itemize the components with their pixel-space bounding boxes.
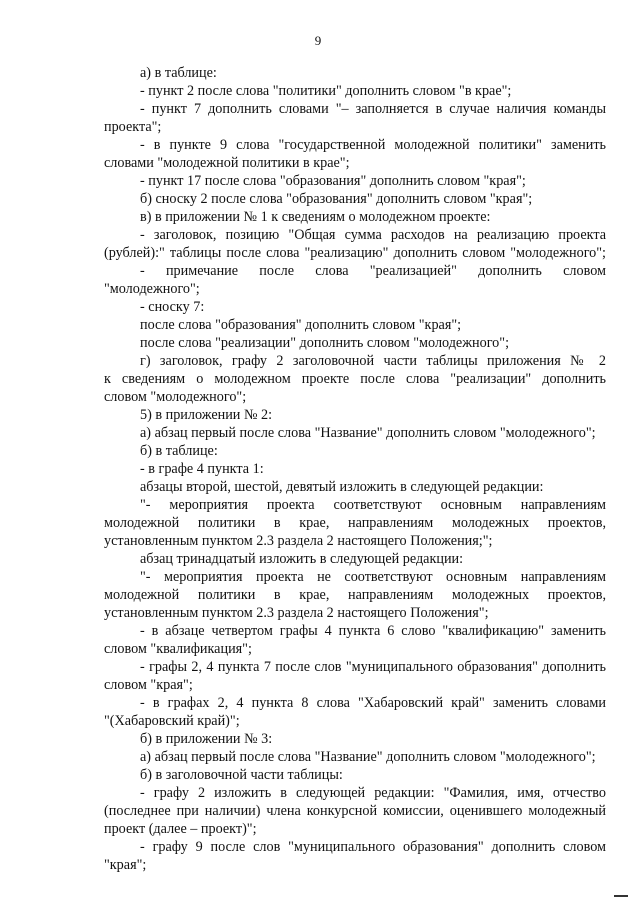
text-line: - сноску 7: bbox=[140, 299, 205, 315]
text-line: б) в таблице: bbox=[140, 443, 218, 459]
text-line: молодежной политики в крае, направлениям молодежных проектов, bbox=[104, 587, 606, 603]
text-line: "- мероприятия проекта соответствуют основным направлениям bbox=[140, 497, 606, 513]
text-line: - пункт 7 дополнить словами "– заполняется в случае наличия команды bbox=[140, 101, 606, 117]
text-line: "края"; bbox=[104, 857, 147, 873]
text-line: - заголовок, позицию "Общая сумма расходов на реализацию проекта bbox=[140, 227, 606, 243]
text-line: установленным пунктом 2.3 раздела 2 настоящего Положения"; bbox=[104, 605, 489, 621]
text-line: - пункт 17 после слова "образования" дополнить словом "края"; bbox=[140, 173, 526, 189]
text-line: словом "квалификация"; bbox=[104, 641, 252, 657]
text-line: словами "молодежной политики в крае"; bbox=[104, 155, 350, 171]
text-line: словом "молодежного"; bbox=[104, 389, 247, 405]
document-body bbox=[104, 64, 606, 874]
text-line: - графу 9 после слов "муниципального образования" дополнить словом bbox=[140, 839, 606, 855]
text-line: - примечание после слова "реализацией" дополнить словом bbox=[140, 263, 606, 279]
text-line: б) сноску 2 после слова "образования" дополнить словом "края"; bbox=[140, 191, 533, 207]
text-line: б) в приложении № 3: bbox=[140, 731, 273, 747]
text-line: - графы 2, 4 пункта 7 после слов "муниципального образования" дополнить bbox=[140, 659, 606, 675]
text-line: после слова "образования" дополнить словом "края"; bbox=[140, 317, 462, 333]
text-line: после слова "реализации" дополнить словом "молодежного"; bbox=[140, 335, 510, 351]
text-line: - в графе 4 пункта 1: bbox=[140, 461, 264, 477]
text-line: а) абзац первый после слова "Название" дополнить словом "молодежного"; bbox=[140, 749, 596, 765]
text-line: словом "края"; bbox=[104, 677, 193, 693]
text-line: а) в таблице: bbox=[140, 65, 217, 81]
text-line: молодежной политики в крае, направлениям молодежных проектов, bbox=[104, 515, 606, 531]
text-line: г) заголовок, графу 2 заголовочной части таблицы приложения № 2 bbox=[140, 353, 606, 369]
text-line: в) в приложении № 1 к сведениям о молодежном проекте: bbox=[140, 209, 491, 225]
text-line: абзац тринадцатый изложить в следующей редакции: bbox=[140, 551, 464, 567]
text-line: (последнее при наличии) члена конкурсной комиссии, оценившего молодежный bbox=[104, 803, 606, 819]
text-line: а) абзац первый после слова "Название" дополнить словом "молодежного"; bbox=[140, 425, 596, 441]
text-line: (рублей):" таблицы после слова "реализацию" дополнить словом "молодежного"; bbox=[104, 245, 606, 261]
text-line: проект (далее – проект)"; bbox=[104, 821, 257, 837]
text-line: - в графах 2, 4 пункта 8 слова "Хабаровский край" заменить словами bbox=[140, 695, 606, 711]
text-line: к сведениям о молодежном проекте после слова "реализации" дополнить bbox=[104, 371, 606, 387]
text-line: установленным пунктом 2.3 раздела 2 настоящего Положения;"; bbox=[104, 533, 493, 549]
text-line: 5) в приложении № 2: bbox=[140, 407, 273, 423]
text-line: "(Хабаровский край)"; bbox=[104, 713, 240, 729]
text-line: проекта"; bbox=[104, 119, 162, 135]
text-line: - графу 2 изложить в следующей редакции: "Фамилия, имя, отчество bbox=[140, 785, 606, 801]
text-line: - в абзаце четвертом графы 4 пункта 6 слово "квалификацию" заменить bbox=[140, 623, 606, 639]
text-line: "молодежного"; bbox=[104, 281, 200, 297]
text-line: - пункт 2 после слова "политики" дополнить словом "в крае"; bbox=[140, 83, 512, 99]
text-line: "- мероприятия проекта не соответствуют основным направлениям bbox=[140, 569, 606, 585]
text-line: - в пункте 9 слова "государственной молодежной политики" заменить bbox=[140, 137, 606, 153]
page-number: 9 bbox=[314, 33, 322, 48]
text-line: абзацы второй, шестой, девятый изложить в следующей редакции: bbox=[140, 479, 544, 495]
scan-mark bbox=[614, 895, 628, 897]
text-line: б) в заголовочной части таблицы: bbox=[140, 767, 343, 783]
